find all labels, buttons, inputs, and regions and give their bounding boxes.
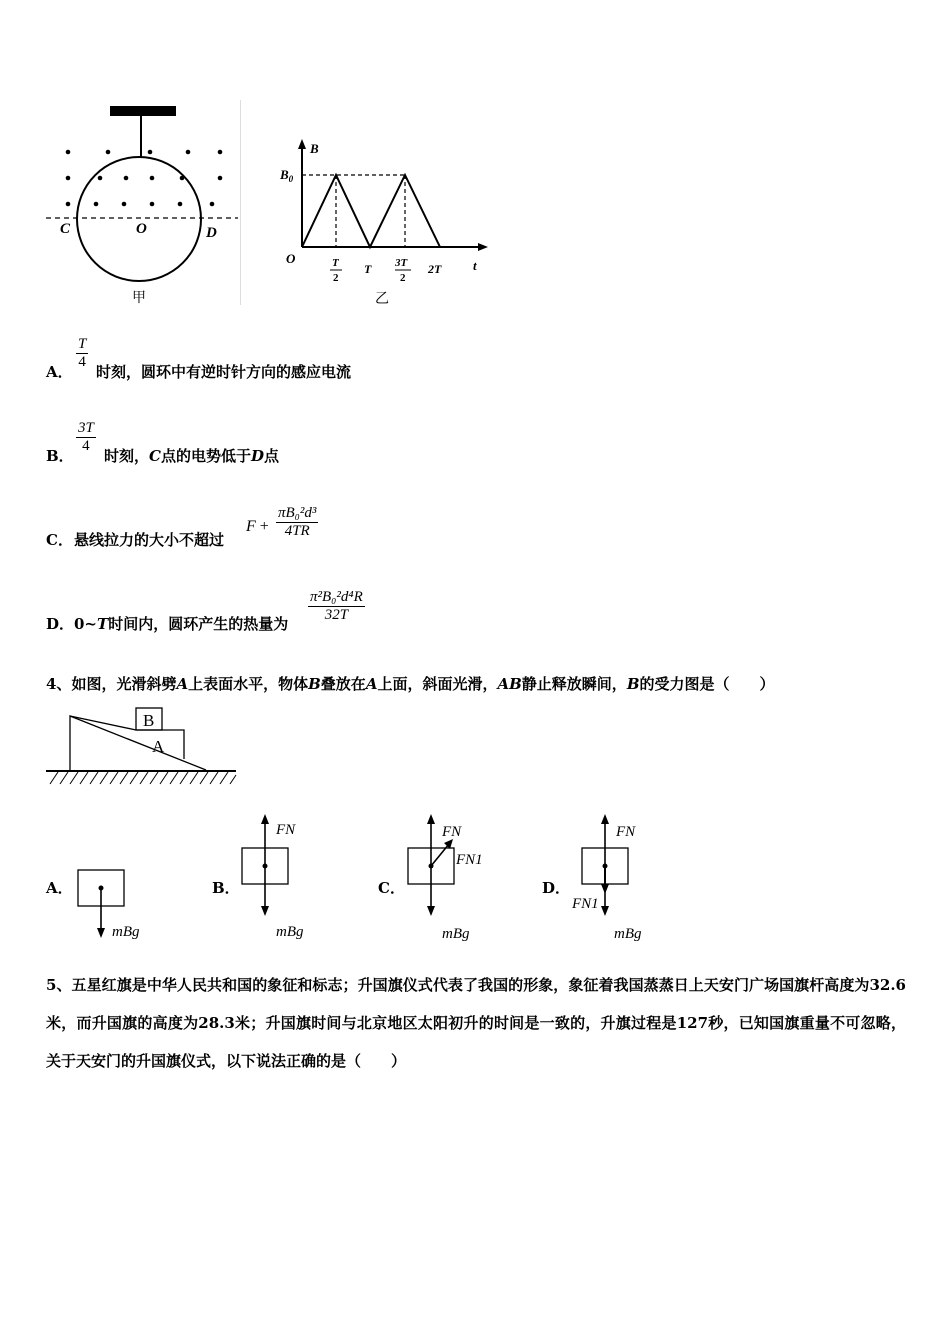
gravity-arrowhead — [427, 906, 435, 916]
q3-option-b-fraction — [76, 420, 96, 455]
symbol: AB — [497, 675, 522, 693]
b-waveform — [302, 175, 440, 247]
figure-yi-graph — [278, 135, 498, 310]
frac-den: 4 — [78, 354, 86, 370]
origin-label: O — [286, 251, 296, 266]
q5-text: 五星红旗是中华人民共和国的象征和标志；升国旗仪式代表了我国的形象，象征着我国蒸蒸日上天安门广场国旗杆高度为32.6米，而升国旗的高度为28.3米；升国旗时间与北京地区太阳初升的时间是一致的，升旗过程是127秒，已知国旗重量不可忽略，关于天安门的升国旗仪式，以下说法正确的是（ ） — [46, 976, 906, 1070]
tick-3t-half-num: 3T — [395, 257, 408, 269]
caption-jia: 甲 — [132, 291, 146, 306]
q4-option-b-diagram — [236, 810, 336, 945]
label-o: O — [136, 221, 147, 237]
plus-sign: + — [259, 518, 269, 535]
b0-label: $B_0$ — [280, 167, 294, 184]
q3-option-d-letter: D． — [46, 615, 75, 633]
q4-option-d-diagram — [566, 810, 666, 945]
text: 叠放在 — [320, 675, 366, 693]
label-mbg: mBg — [112, 924, 140, 940]
q4-option-d-letter: D． — [542, 879, 571, 897]
t-symbol: T — [97, 615, 109, 633]
wedge-a-outline — [70, 716, 206, 770]
q3-option-c-letter: C． — [46, 531, 73, 549]
q3-option-a-letter: A． — [46, 363, 73, 381]
symbol: A — [176, 675, 189, 693]
q3-option-c-f — [246, 518, 269, 536]
normal-force-arrowhead — [427, 814, 435, 824]
text: 时刻， — [104, 447, 150, 465]
ceiling-support — [110, 106, 176, 116]
q4-option-b-letter: B． — [212, 879, 240, 897]
label-fn1: FN1 — [572, 896, 599, 912]
text: 点 — [264, 447, 280, 465]
frac-num: 3T — [78, 420, 94, 436]
q4-number: 4、 — [46, 675, 72, 693]
text: 点的电势低于 — [160, 447, 251, 465]
label-fn1: FN1 — [456, 852, 483, 868]
tick-3t-half-den: 2 — [400, 272, 406, 284]
label-d: D — [206, 225, 217, 241]
tick-t: T — [364, 262, 372, 276]
symbol: B — [626, 675, 640, 693]
text: 时间内，圆环产生的热量为 — [108, 615, 289, 633]
frac-num: π²B₀²d⁴R — [310, 589, 363, 605]
metal-ring — [77, 157, 201, 281]
q4-option-a-letter: A． — [46, 879, 73, 897]
fn1-arrow — [431, 844, 449, 866]
q3-option-b-text — [104, 445, 279, 466]
q3-option-d-fraction — [308, 589, 365, 624]
figure-jia — [40, 100, 250, 310]
label-mbg: mBg — [442, 926, 470, 942]
range: 0~ — [74, 615, 98, 633]
normal-force-arrowhead — [601, 814, 609, 824]
block-b-label: B — [143, 711, 155, 730]
point-d: D — [250, 447, 264, 465]
q5-stem — [46, 966, 906, 1080]
q3-option-b-letter: B． — [46, 447, 74, 465]
symbol: B — [308, 675, 321, 693]
point-c: C — [149, 447, 161, 465]
x-axis-arrow — [478, 243, 488, 251]
frac-num: πB₀²d³ — [278, 505, 317, 521]
q3-option-a-fraction — [76, 336, 88, 371]
y-axis-arrow — [298, 139, 306, 149]
text: 的受力图是（ ） — [639, 675, 775, 693]
label-mbg: mBg — [276, 924, 304, 940]
figure-divider — [240, 100, 241, 305]
label-mbg: mBg — [614, 926, 642, 942]
wedge-a-label: A — [152, 737, 165, 756]
tick-2t: 2T — [428, 262, 442, 276]
frac-den: 4 — [82, 438, 90, 454]
text: 上面，斜面光滑， — [377, 675, 498, 693]
frac-den: 32T — [324, 607, 349, 623]
f-symbol: F — [246, 518, 256, 535]
wedge-top-edge — [70, 716, 136, 730]
gravity-arrowhead — [261, 906, 269, 916]
q4-wedge-figure — [44, 704, 244, 788]
q4-option-a-diagram — [70, 860, 160, 945]
q3-option-a-text: 时刻，圆环中有逆时针方向的感应电流 — [96, 363, 352, 381]
x-axis-label: t — [473, 258, 477, 273]
caption-yi: 乙 — [375, 292, 389, 307]
text: 静止释放瞬间， — [521, 675, 627, 693]
tick-t-half-num: T — [332, 257, 339, 269]
q4-option-c-letter: C． — [378, 879, 405, 897]
label-c: C — [60, 221, 71, 237]
frac-num: T — [78, 336, 87, 352]
label-fn: FN — [276, 822, 296, 838]
q3-option-c-text: 悬线拉力的大小不超过 — [74, 531, 225, 549]
gravity-arrowhead — [601, 906, 609, 916]
tick-t-half-den: 2 — [333, 272, 339, 284]
q4-option-c-diagram — [400, 810, 500, 945]
text: 如图，光滑斜劈 — [71, 675, 177, 693]
q3-option-c-fraction — [276, 505, 318, 540]
normal-force-arrowhead — [261, 814, 269, 824]
symbol: A — [365, 675, 378, 693]
label-fn: FN — [616, 824, 636, 840]
q3-option-d-text — [74, 613, 288, 634]
gravity-arrowhead — [97, 928, 105, 938]
label-fn: FN — [442, 824, 462, 840]
y-axis-label: B — [310, 141, 319, 156]
frac-den: 4TR — [284, 523, 310, 539]
q4-stem — [46, 673, 775, 694]
q5-number: 5、 — [46, 976, 72, 994]
text: 上表面水平，物体 — [188, 675, 309, 693]
ground-hatch — [50, 772, 236, 784]
